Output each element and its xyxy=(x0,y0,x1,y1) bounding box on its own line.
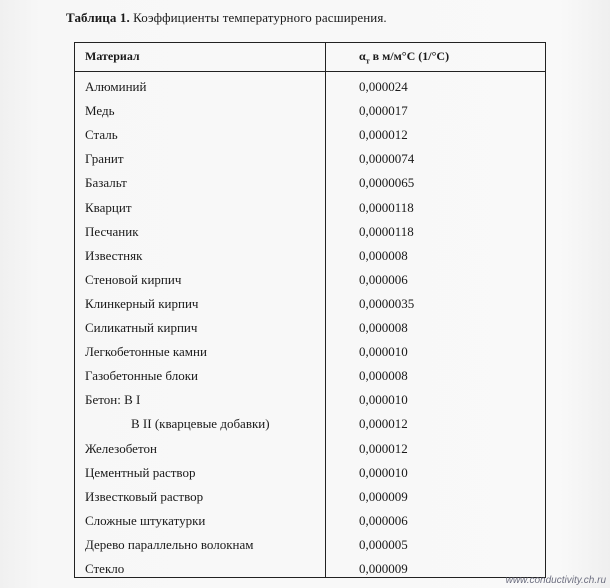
coefficient-cell: 0,0000035 xyxy=(359,295,415,311)
coefficient-cell: 0,000008 xyxy=(359,247,408,263)
material-cell: Клинкерный кирпич xyxy=(85,295,199,311)
header-alpha xyxy=(359,49,449,65)
material-cell: Сталь xyxy=(85,127,118,143)
table-row xyxy=(75,365,545,389)
table-caption xyxy=(66,10,387,26)
caption-text: Коэффициенты температурного расширения. xyxy=(133,10,387,25)
coefficient-cell: 0,000012 xyxy=(359,440,408,456)
material-cell: Песчаник xyxy=(85,223,139,239)
material-cell: Бетон: В I xyxy=(85,392,141,408)
material-cell: Медь xyxy=(85,103,115,119)
material-cell: Кварцит xyxy=(85,199,132,215)
material-cell: Стекло xyxy=(85,561,125,576)
alpha-units: в м/м°С (1/°С) xyxy=(369,49,450,63)
table-row xyxy=(75,100,545,124)
header-divider xyxy=(75,71,545,72)
header-material: Материал xyxy=(85,49,140,63)
table-row xyxy=(75,413,545,437)
table-row xyxy=(75,341,545,365)
table-row xyxy=(75,148,545,172)
table-row xyxy=(75,510,545,534)
table-row xyxy=(75,486,545,510)
material-cell: Дерево параллельно волокнам xyxy=(85,536,254,552)
coefficient-cell: 0,0000118 xyxy=(359,223,414,239)
coefficient-cell: 0,000010 xyxy=(359,392,408,408)
table-row xyxy=(75,317,545,341)
material-cell: Алюминий xyxy=(85,79,147,94)
table-row xyxy=(75,389,545,413)
material-cell: В II (кварцевые добавки) xyxy=(131,416,270,432)
coefficient-cell: 0,000005 xyxy=(359,536,408,552)
coefficient-cell: 0,000009 xyxy=(359,561,408,576)
material-cell: Железобетон xyxy=(85,440,157,456)
table-row xyxy=(75,269,545,293)
material-cell: Известковый раствор xyxy=(85,488,204,504)
material-cell: Сложные штукатурки xyxy=(85,512,206,528)
coefficients-table xyxy=(74,42,546,578)
table-row xyxy=(75,172,545,196)
table-row xyxy=(75,293,545,317)
coefficient-cell: 0,000006 xyxy=(359,271,408,287)
coefficient-cell: 0,000024 xyxy=(359,79,408,94)
table-row xyxy=(75,462,545,486)
table-row xyxy=(75,221,545,245)
material-cell: Цементный раствор xyxy=(85,464,196,480)
alpha-subscript: т xyxy=(365,56,370,66)
coefficient-cell: 0,000010 xyxy=(359,464,408,480)
material-cell: Силикатный кирпич xyxy=(85,320,198,335)
coefficient-cell: 0,0000074 xyxy=(359,151,415,167)
material-cell: Легкобетонные камни xyxy=(85,344,207,360)
coefficient-cell: 0,000008 xyxy=(359,368,408,384)
material-cell: Базальт xyxy=(85,175,127,191)
coefficient-cell: 0,000012 xyxy=(359,416,408,432)
table-row xyxy=(75,438,545,462)
coefficient-cell: 0,000010 xyxy=(359,344,408,360)
coefficient-cell: 0,000009 xyxy=(359,488,408,504)
material-cell: Стеновой кирпич xyxy=(85,271,182,287)
coefficient-cell: 0,000006 xyxy=(359,512,408,528)
table-row xyxy=(75,124,545,148)
coefficient-cell: 0,0000118 xyxy=(359,199,414,215)
table-row xyxy=(75,197,545,221)
coefficient-cell: 0,0000065 xyxy=(359,175,415,191)
material-cell: Газобетонные блоки xyxy=(85,368,198,384)
material-cell: Известняк xyxy=(85,247,143,263)
table-row xyxy=(75,245,545,269)
watermark: www.conductivity.ch.ru xyxy=(505,575,606,586)
alpha-symbol: α xyxy=(359,49,366,63)
coefficient-cell: 0,000008 xyxy=(359,320,408,335)
table-row xyxy=(75,76,545,100)
coefficient-cell: 0,000012 xyxy=(359,127,408,143)
coefficient-cell: 0,000017 xyxy=(359,103,408,119)
table-row xyxy=(75,558,545,582)
caption-label: Таблица 1. xyxy=(66,10,130,25)
material-cell: Гранит xyxy=(85,151,124,167)
table-row xyxy=(75,534,545,558)
